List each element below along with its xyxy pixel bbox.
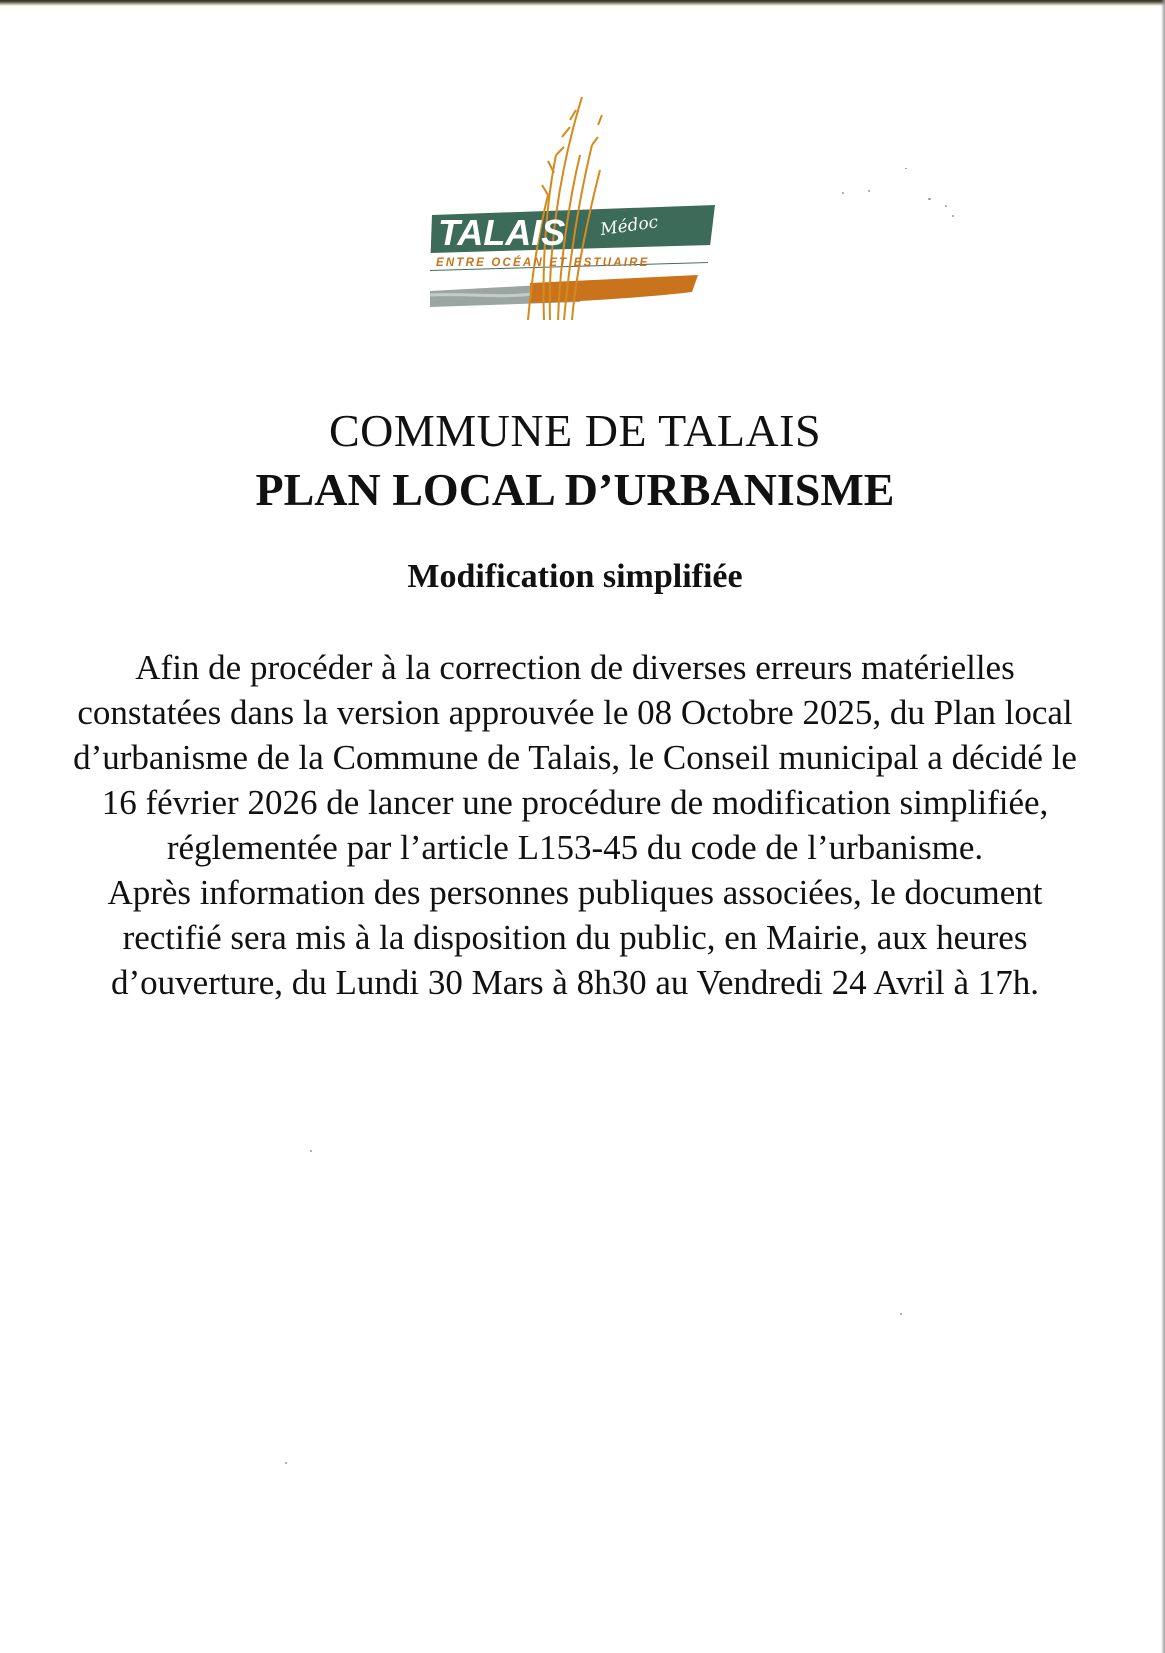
scan-speck xyxy=(868,190,870,192)
scan-right-edge xyxy=(1161,0,1165,1653)
scan-speck xyxy=(952,215,954,217)
logo-name-text: TALAIS xyxy=(438,212,566,253)
notice-paragraph-1: Afin de procéder à la correction de diverses erreurs matérielles constatées dans la version approuvée le 08 Octobre 2025, du Plan local d’urbanisme de la Commune de Talais, le Conseil municipal a décidé le 16 février 2026 de lancer une procédure de modification simplifiée, réglementée par l’article L153-45 du code de l’urbanisme. xyxy=(73,648,1077,867)
scan-speck xyxy=(842,192,844,194)
scan-speck xyxy=(945,205,947,207)
scan-speck xyxy=(900,1313,902,1315)
document-title: PLAN LOCAL D’URBANISME xyxy=(255,464,895,515)
title-block xyxy=(0,403,1150,519)
scan-speck xyxy=(905,168,907,169)
scan-speck xyxy=(285,1462,287,1464)
logo-slogan-text: ENTRE OCÉAN ET ESTUAIRE xyxy=(436,257,650,269)
notice-body xyxy=(70,645,1080,1005)
notice-paragraph-2: Après information des personnes publiques associées, le document rectifié sera mis à la disposition du public, en Mairie, aux heures d’ouverture, du Lundi 30 Mars à 8h30 au Vendredi 24 Avril à 17h. xyxy=(107,873,1043,1002)
logo-sand-strip xyxy=(530,275,698,303)
scan-top-edge xyxy=(0,0,1165,6)
commune-title: COMMUNE DE TALAIS xyxy=(328,405,822,456)
scan-speck xyxy=(310,1150,312,1152)
scan-speck xyxy=(928,198,931,200)
talais-logo xyxy=(430,95,720,325)
procedure-subtitle: Modification simplifiée xyxy=(407,558,743,595)
logo-medoc-text: Médoc xyxy=(599,212,660,241)
